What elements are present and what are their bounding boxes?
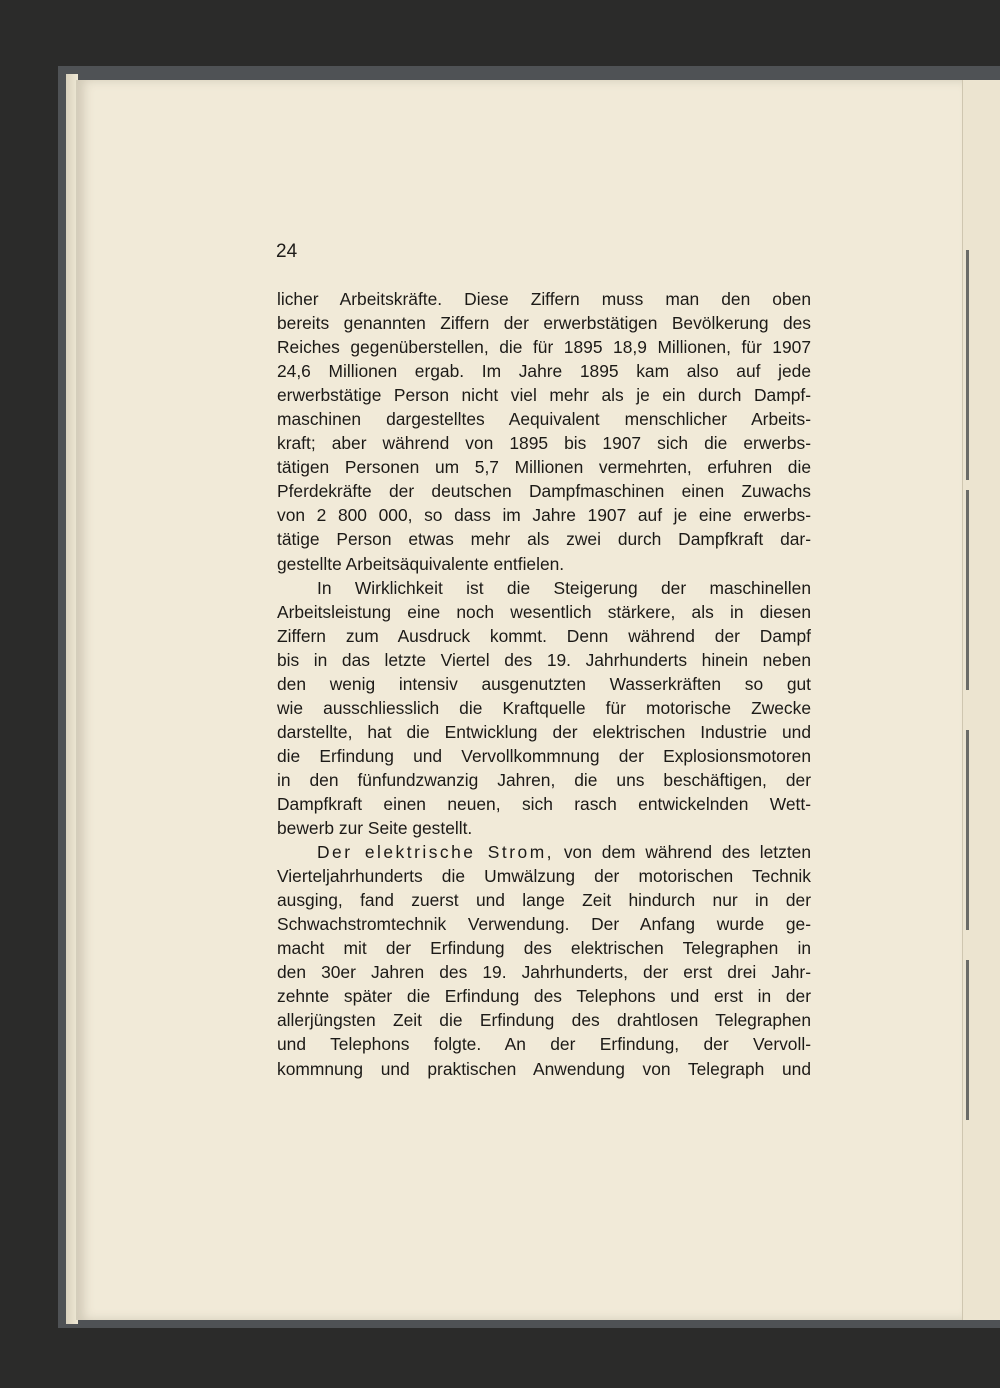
line-text: Ziffern zum Ausdruck kommt. Denn während der Dampf — [277, 625, 811, 646]
line-text: von 2 800 000, so dass im Jahre 1907 auf je eine erwerbs- — [277, 505, 811, 526]
page-number: 24 — [276, 241, 298, 262]
text-line — [277, 696, 811, 720]
text-line — [277, 840, 811, 864]
line-text: wie ausschliesslich die Kraftquelle für motorische Zwecke — [277, 697, 811, 718]
line-text: zehnte später die Erfindung des Telephons und erst in der — [277, 986, 811, 1007]
line-text: tätige Person etwas mehr als zwei durch Dampfkraft dar- — [277, 529, 811, 550]
line-text: Dampfkraft einen neuen, sich rasch entwickelnden Wett- — [277, 793, 811, 814]
line-text: Vierteljahrhunderts die Umwälzung der motorischen Technik — [277, 866, 811, 887]
text-line — [277, 431, 811, 455]
text-line — [277, 888, 811, 912]
line-text: macht mit der Erfindung des elektrischen Telegraphen in — [277, 938, 811, 959]
text-line — [277, 552, 811, 576]
line-text: Pferdekräfte der deutschen Dampfmaschinen einen Zuwachs — [277, 481, 811, 502]
text-line — [277, 720, 811, 744]
text-line — [277, 287, 811, 311]
text-line — [277, 984, 811, 1008]
line-text: 24,6 Millionen ergab. Im Jahre 1895 kam also auf jede — [277, 361, 811, 382]
line-text: Reiches gegenüberstellen, die für 1895 18,9 Millionen, für 1907 — [277, 337, 811, 358]
line-text: gestellte Arbeitsäquivalente entfielen. — [277, 553, 565, 574]
text-line — [277, 864, 811, 888]
text-line — [277, 527, 811, 551]
text-line — [277, 359, 811, 383]
line-text: maschinen dargestelltes Aequivalent menschlicher Arbeits- — [277, 409, 811, 430]
text-line — [277, 936, 811, 960]
line-text: In Wirklichkeit ist die Steigerung der maschinellen — [317, 577, 811, 598]
text-line — [277, 335, 811, 359]
text-line — [277, 311, 811, 335]
text-line — [277, 383, 811, 407]
text-line — [277, 960, 811, 984]
binding-stitch — [966, 250, 969, 480]
text-line — [277, 792, 811, 816]
binding-stitch — [966, 960, 969, 1120]
line-text: bereits genannten Ziffern der erwerbstätigen Bevölkerung des — [277, 313, 811, 334]
text-line — [277, 1057, 811, 1081]
line-text: kommnung und praktischen Anwendung von Telegraph und — [277, 1058, 811, 1079]
line-text: den 30er Jahren des 19. Jahrhunderts, der erst drei Jahr- — [277, 962, 811, 983]
line-text: die Erfindung und Vervollkommnung der Explosionsmotoren — [277, 745, 811, 766]
text-line — [277, 648, 811, 672]
text-line — [277, 624, 811, 648]
text-line — [277, 744, 811, 768]
line-text: kraft; aber während von 1895 bis 1907 sich die erwerbs- — [277, 433, 811, 454]
text-line — [277, 503, 811, 527]
line-text: tätigen Personen um 5,7 Millionen vermehrten, erfuhren die — [277, 457, 811, 478]
line-text: licher Arbeitskräfte. Diese Ziffern muss man den oben — [277, 289, 811, 309]
line-text: den wenig intensiv ausgenutzten Wasserkräften so gut — [277, 673, 811, 694]
binding-stitch — [966, 490, 969, 690]
text-line — [277, 768, 811, 792]
text-line — [277, 672, 811, 696]
line-text: Schwachstromtechnik Verwendung. Der Anfang wurde ge- — [277, 914, 811, 935]
text-line — [277, 455, 811, 479]
emphasized-text: Der elektrische Strom, — [317, 842, 555, 863]
line-text: bewerb zur Seite gestellt. — [277, 818, 473, 839]
text-line — [277, 1032, 811, 1056]
text-line — [277, 912, 811, 936]
text-line — [277, 407, 811, 431]
text-line — [277, 816, 811, 840]
line-text: allerjüngsten Zeit die Erfindung des drahtlosen Telegraphen — [277, 1010, 811, 1031]
text-line — [277, 600, 811, 624]
text-line — [277, 1008, 811, 1032]
line-text: darstellte, hat die Entwicklung der elektrischen Industrie und — [277, 721, 811, 742]
line-text: Arbeitsleistung eine noch wesentlich stärkere, als in diesen — [277, 601, 811, 622]
line-text: ausging, fand zuerst und lange Zeit hindurch nur in der — [277, 890, 811, 911]
line-text: erwerbstätige Person nicht viel mehr als je ein durch Dampf- — [277, 385, 811, 406]
line-text: bis in das letzte Viertel des 19. Jahrhunderts hinein neben — [277, 649, 811, 670]
text-line — [277, 479, 811, 503]
binding-stitch — [966, 730, 969, 930]
text-line — [277, 576, 811, 600]
body-text — [277, 287, 811, 1081]
line-text: von dem während des letzten — [554, 842, 811, 863]
line-text: und Telephons folgte. An der Erfindung, der Vervoll- — [277, 1034, 811, 1055]
line-text: in den fünfundzwanzig Jahren, die uns beschäftigen, der — [277, 769, 811, 790]
